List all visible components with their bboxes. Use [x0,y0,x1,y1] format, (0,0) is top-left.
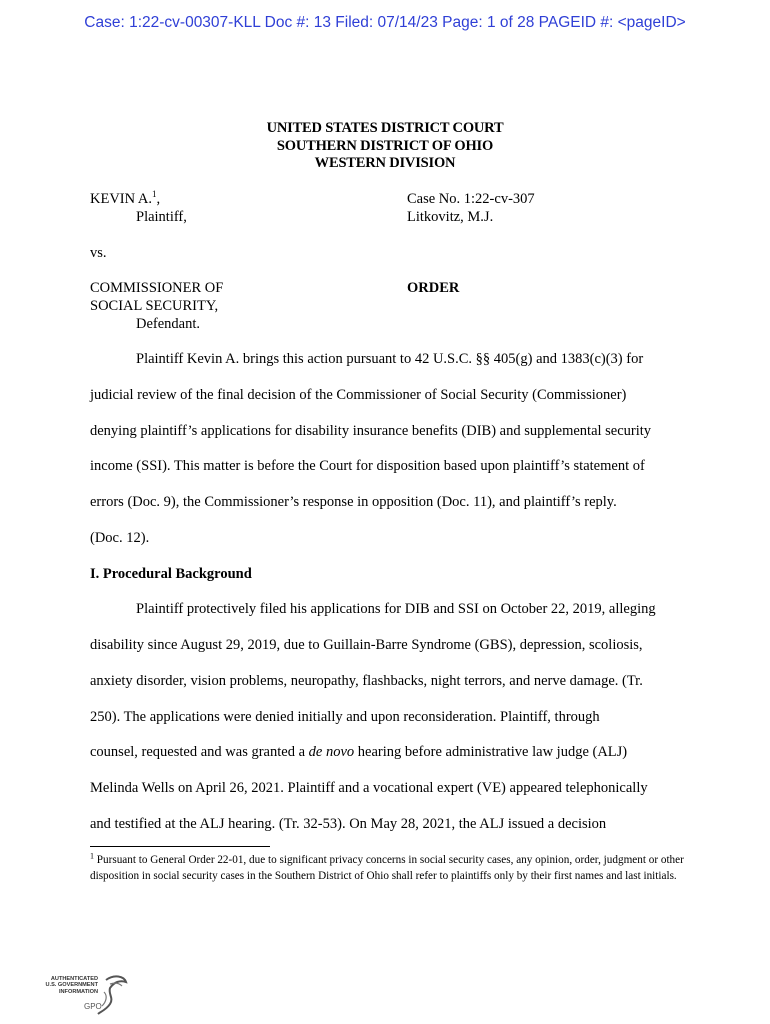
defendant-role: Defendant. [136,316,201,332]
plaintiff-caption: KEVIN A.$^1$, Plaintiff, [90,189,187,225]
gpo-authentication-logo: AUTHENTICATED U.S. GOVERNMENT INFORMATION GPO [44,972,130,1016]
plaintiff-name: KEVIN A. [90,191,153,207]
body-line: income (SSI). This matter is before the Court for disposition based upon plaintiff’s statement of [90,458,645,474]
document-title: ORDER [407,280,460,296]
court-division: WESTERN DIVISION [314,155,456,171]
court-district: SOUTHERN DISTRICT OF OHIO [276,137,494,154]
body-line: Melinda Wells on April 26, 2021. Plaintiff and a vocational expert (VE) appeared telephonically [90,780,648,796]
section-heading: I. Procedural Background [90,566,252,582]
body-line: counsel, requested and was granted a de novo hearing before administrative law judge (ALJ) [90,744,628,760]
body-line: 250). The applications were denied initially and upon reconsideration. Plaintiff, through [90,709,600,725]
defendant-line-1: COMMISSIONER OF [90,280,224,296]
gpo-mark: GPO [84,1002,102,1011]
plaintiff-role: Plaintiff, [136,209,187,225]
defendant-caption [90,279,223,333]
court-title-block [0,120,770,173]
body-line: (Doc. 12). [90,530,150,546]
body-line: Plaintiff Kevin A. brings this action pursuant to 42 U.S.C. §§ 405(g) and 1383(c)(3) for [136,351,644,367]
footnote-marker: 1 [152,189,157,200]
court-name: UNITED STATES DISTRICT COURT [266,120,504,136]
defendant-line-2: SOCIAL SECURITY, [90,298,219,314]
judge-name: Litkovitz, M.J. [407,209,494,225]
italic-term: de novo [308,744,355,760]
footnote-text: Pursuant to General Order 22-01, due to significant privacy concerns in social security cases, any opinion, order, judgment or other disposition in social security cases in the Southern District of Ohio shall refer to plaintiffs only by their first names and last initials. [90,854,684,882]
body-line: and testified at the ALJ hearing. (Tr. 32-53). On May 28, 2021, the ALJ issued a decision [90,816,607,832]
case-header-stamp: Case: 1:22-cv-00307-KLL Doc #: 13 Filed: 07/14/23 Page: 1 of 28 PAGEID #: <pageID> [84,14,686,31]
versus-label: vs. [90,245,107,261]
footnote-divider [90,846,270,847]
footnote [90,853,690,884]
body-line: anxiety disorder, vision problems, neuropathy, flashbacks, night terrors, and nerve damage. (Tr. [90,673,643,689]
case-number: Case No. 1:22-cv-307 [407,191,535,207]
case-info [407,190,535,226]
body-line: Plaintiff protectively filed his applications for DIB and SSI on October 22, 2019, alleging [136,601,656,617]
body-line: judicial review of the final decision of the Commissioner of Social Security (Commissioner) [90,387,627,403]
footnote-marker: 1 [90,851,94,861]
body-line: denying plaintiff’s applications for disability insurance benefits (DIB) and supplemental security [90,423,652,439]
body-line: disability since August 29, 2019, due to Guillain-Barre Syndrome (GBS), depression, scoliosis, [90,637,643,653]
body-line: errors (Doc. 9), the Commissioner’s response in opposition (Doc. 11), and plaintiff’s reply. [90,494,617,510]
